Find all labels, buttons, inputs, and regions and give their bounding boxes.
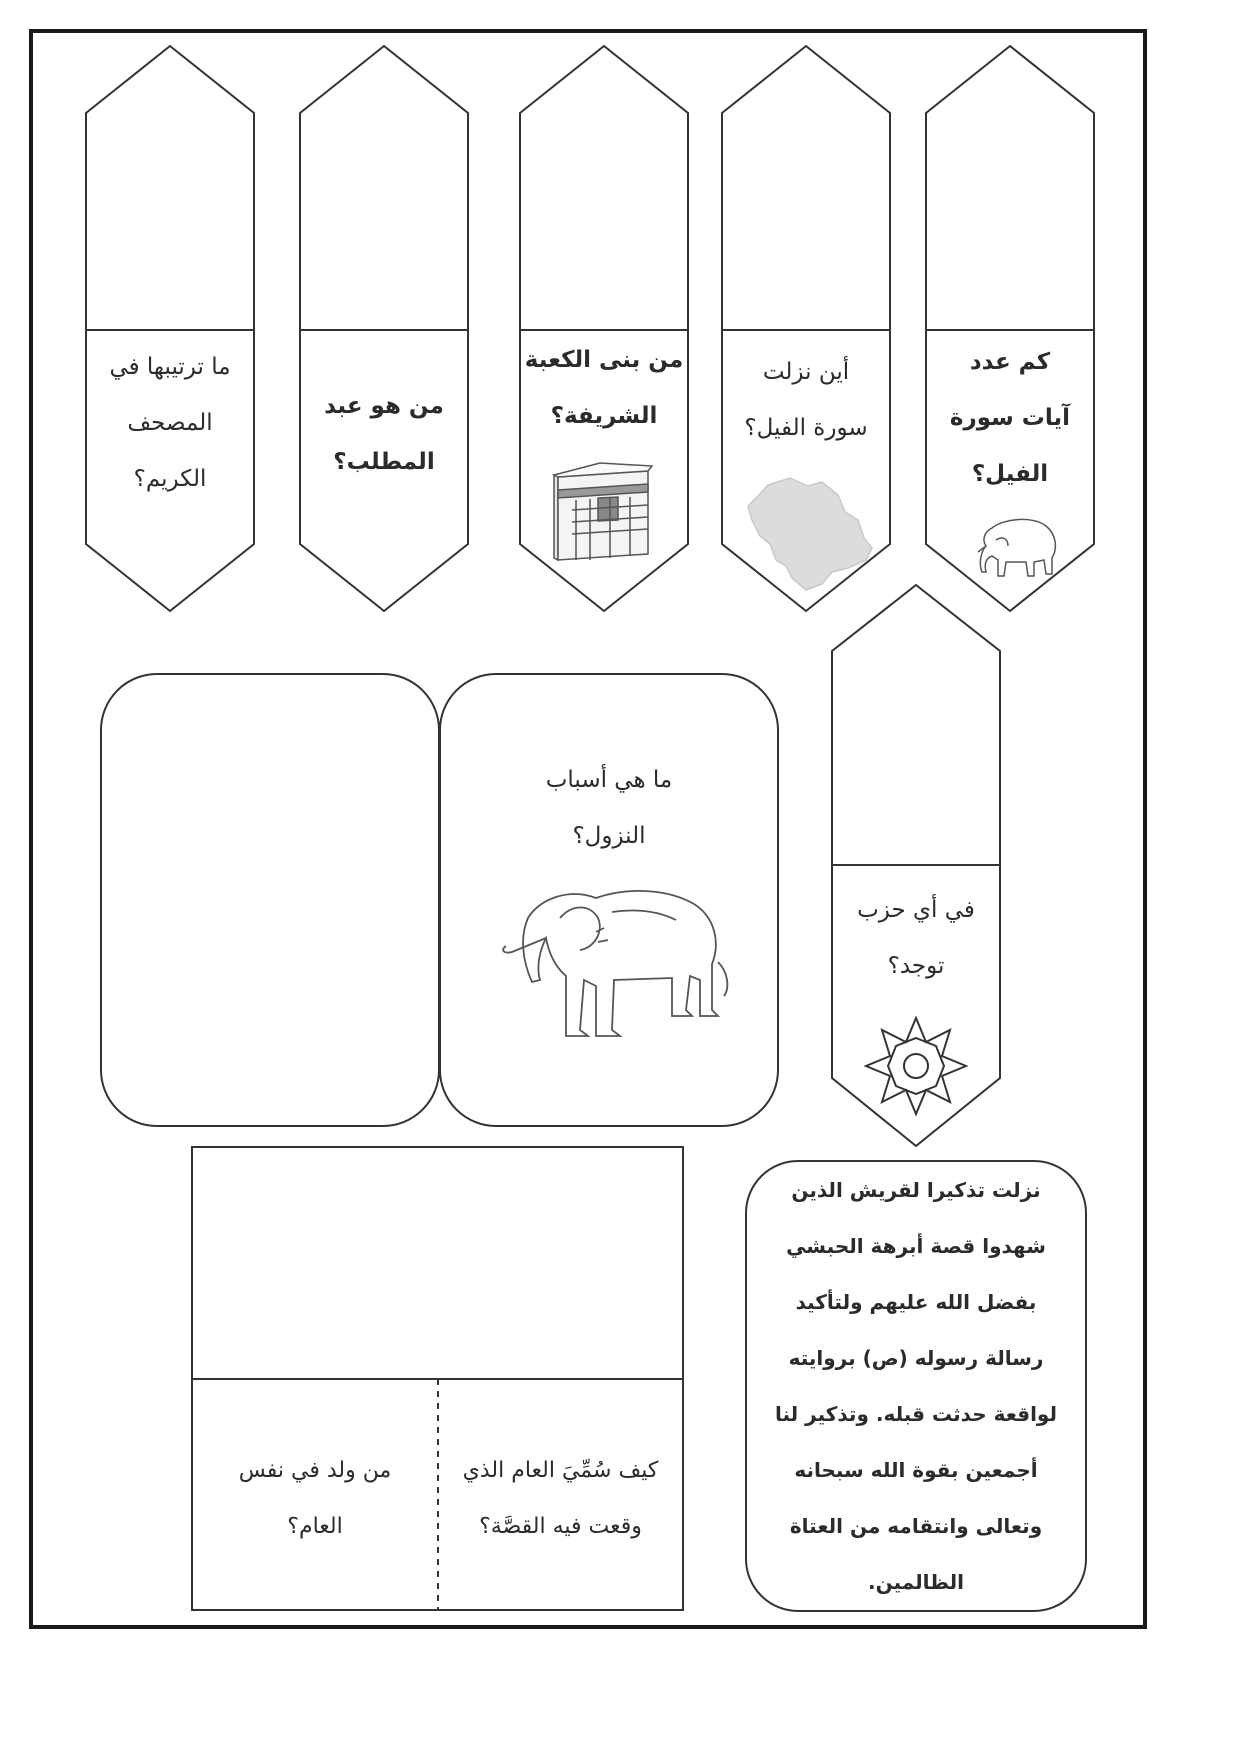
- banner-question-kaaba-builder: [520, 332, 688, 444]
- hizb-question: [832, 882, 1000, 994]
- text-line: سورة الفيل؟: [744, 415, 868, 441]
- kaaba-icon: [554, 463, 652, 560]
- text-line: أجمعين بقوة الله سبحانه: [794, 1458, 1038, 1482]
- text-line: بفضل الله عليهم ولتأكيد: [795, 1290, 1037, 1314]
- banner-shape: [86, 46, 254, 611]
- text-line: من هو عبد: [324, 393, 444, 419]
- flap-question-year-name: [438, 1443, 683, 1555]
- blank-card: [101, 674, 439, 1126]
- text-line: المصحف: [127, 410, 213, 436]
- text-line: الكريم؟: [133, 466, 207, 492]
- text-line: آيات سورة: [949, 405, 1071, 431]
- text-line: كيف سُمِّيَ العام الذي: [462, 1458, 659, 1483]
- text-line: وقعت فيه القصَّة؟: [479, 1514, 642, 1539]
- elephant-icon: [978, 519, 1055, 576]
- elephant-icon-large: [503, 891, 727, 1036]
- text-line: الظالمين.: [867, 1570, 965, 1594]
- banner-question-revelation-place: [722, 344, 890, 456]
- text-line: أين نزلت: [762, 359, 850, 385]
- text-line: المطلب؟: [333, 449, 435, 475]
- banner-question-verse-count: [926, 334, 1094, 502]
- reasons-card: [440, 674, 778, 1126]
- text-line: الفيل؟: [971, 461, 1049, 487]
- text-line: العام؟: [287, 1514, 343, 1539]
- islamic-star-icon: [866, 1018, 966, 1114]
- text-line: شهدوا قصة أبرهة الحبشي: [786, 1234, 1046, 1258]
- text-line: كم عدد: [969, 349, 1051, 375]
- flap-question-born-same-year: [192, 1443, 438, 1555]
- text-line: ما ترتيبها في: [109, 354, 231, 380]
- text-line: توجد؟: [887, 953, 945, 979]
- text-line: رسالة رسوله (ص) بروايته: [788, 1346, 1044, 1370]
- text-line: من بنى الكعبة: [524, 347, 684, 373]
- text-line: نزلت تذكيرا لقريش الذين: [791, 1178, 1041, 1202]
- text-line: النزول؟: [572, 823, 646, 849]
- reasons-question: [440, 752, 778, 864]
- banner-question-surah-order: [86, 339, 254, 507]
- text-line: وتعالى وانتقامه من العتاة: [789, 1514, 1043, 1538]
- banner-shape: [300, 46, 468, 611]
- text-line: في أي حزب: [857, 897, 975, 923]
- text-line: من ولد في نفس: [238, 1458, 392, 1483]
- banner-question-abdul-muttalib: [300, 378, 468, 490]
- text-line: ما هي أسباب: [545, 767, 673, 793]
- text-line: الشريفة؟: [550, 403, 658, 429]
- text-line: لواقعة حدثت قبله. وتذكير لنا: [775, 1402, 1057, 1426]
- banner-shape: [926, 46, 1094, 611]
- answer-text: [746, 1162, 1086, 1610]
